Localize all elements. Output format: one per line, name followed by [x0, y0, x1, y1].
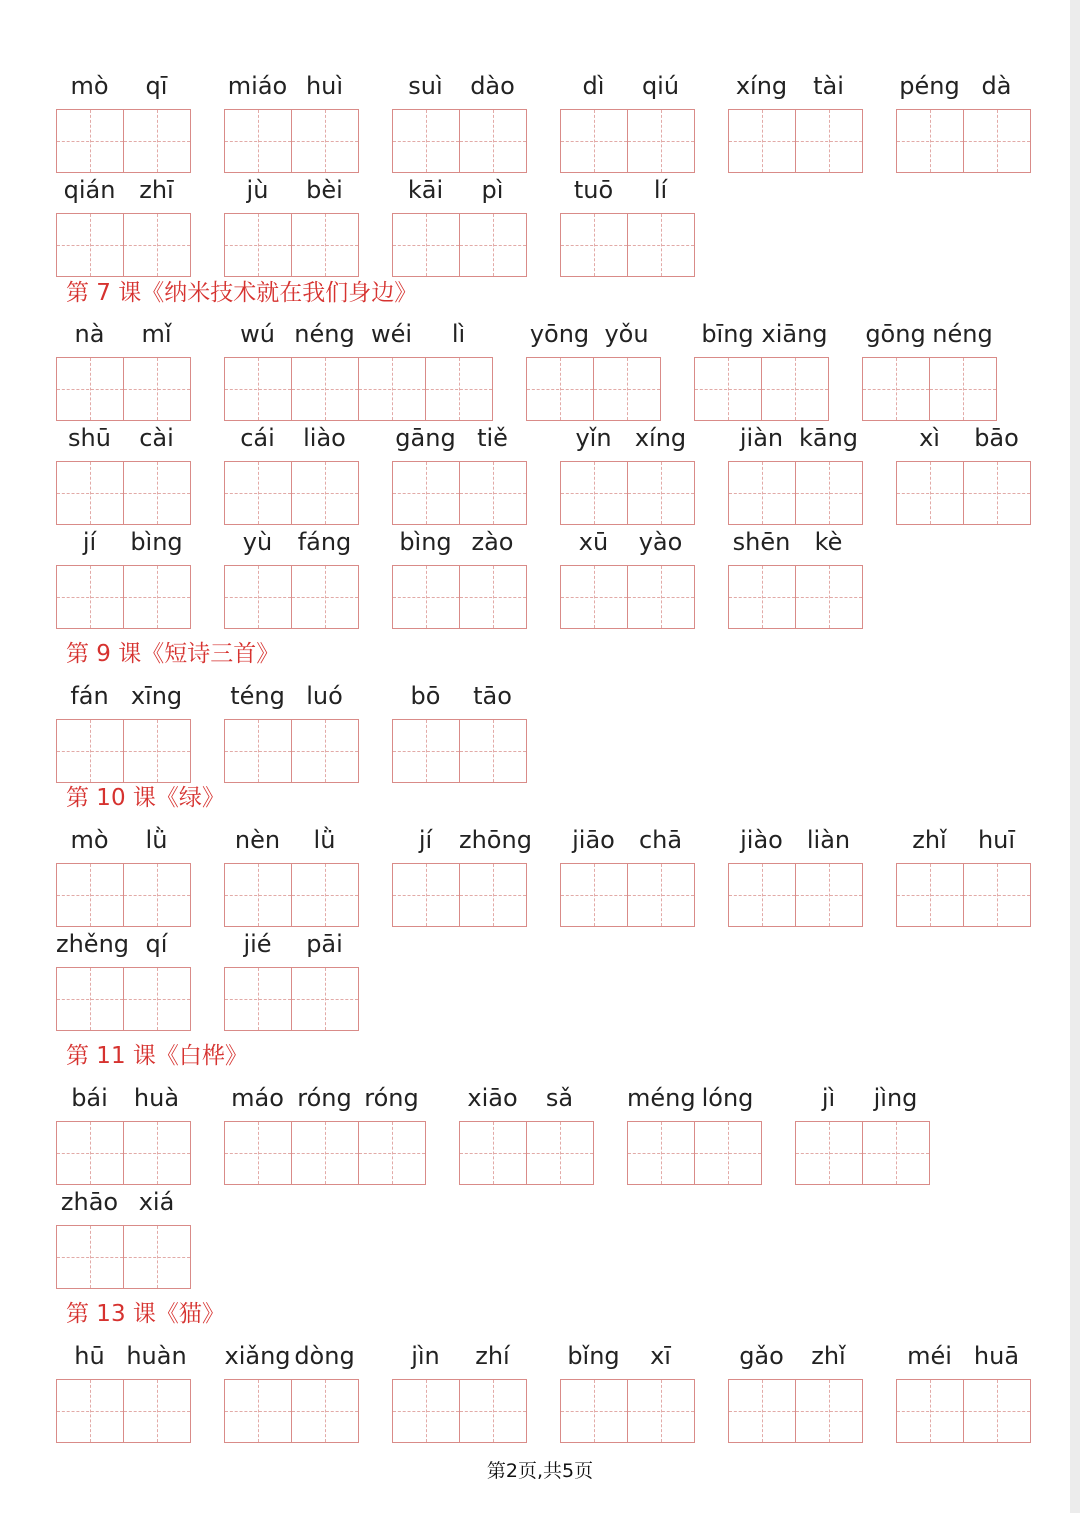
tianzige-grid	[896, 109, 1030, 173]
writing-cell[interactable]	[963, 863, 1031, 927]
pinyin-syllable: nà	[74, 320, 105, 348]
writing-cell[interactable]	[425, 357, 493, 421]
tianzige-grid	[728, 863, 862, 927]
writing-cell[interactable]	[224, 109, 292, 173]
writing-cell[interactable]	[291, 357, 359, 421]
pinyin-syllable: fán	[70, 682, 109, 710]
writing-cell[interactable]	[392, 565, 460, 629]
writing-cell[interactable]	[56, 1225, 124, 1289]
writing-cell[interactable]	[728, 109, 796, 173]
writing-cell[interactable]	[560, 213, 628, 277]
writing-cell[interactable]	[224, 213, 292, 277]
pinyin-syllable: lí	[653, 176, 668, 204]
writing-cell[interactable]	[123, 863, 191, 927]
pinyin-syllable: jì	[821, 1084, 836, 1112]
lesson-13-title: 第 13 课《猫》	[66, 1301, 225, 1327]
writing-cell[interactable]	[694, 357, 762, 421]
writing-cell[interactable]	[728, 1379, 796, 1443]
tianzige-grid	[392, 863, 526, 927]
pinyin-syllable: xiá	[138, 1188, 175, 1216]
writing-cell[interactable]	[560, 863, 628, 927]
writing-cell[interactable]	[56, 1121, 124, 1185]
tianzige-grid	[526, 357, 660, 421]
pinyin-syllable: bō	[410, 682, 441, 710]
pinyin-syllable: xíng	[735, 72, 788, 100]
tianzige-grid	[224, 565, 358, 629]
pinyin-syllable: hū	[74, 1342, 105, 1370]
writing-cell[interactable]	[963, 109, 1031, 173]
writing-cell[interactable]	[123, 1225, 191, 1289]
writing-cell[interactable]	[224, 719, 292, 783]
pinyin-syllable: zhǐ	[811, 1342, 846, 1370]
writing-cell[interactable]	[694, 1121, 762, 1185]
pinyin-syllable: zhōng	[459, 826, 532, 854]
pinyin-syllable: gǎo	[739, 1342, 784, 1370]
writing-cell[interactable]	[459, 1121, 527, 1185]
pinyin-syllable: néng	[932, 320, 993, 348]
pinyin-syllable: cài	[139, 424, 174, 452]
pinyin-syllable: suì	[408, 72, 443, 100]
writing-cell[interactable]	[627, 565, 695, 629]
writing-cell[interactable]	[862, 357, 930, 421]
writing-cell[interactable]	[123, 967, 191, 1031]
pinyin-syllable: qí	[145, 930, 168, 958]
writing-cell[interactable]	[224, 565, 292, 629]
writing-cell[interactable]	[224, 1379, 292, 1443]
pinyin-syllable: bǐng	[567, 1342, 620, 1370]
writing-cell[interactable]	[392, 109, 460, 173]
pinyin-syllable: qī	[145, 72, 168, 100]
tianzige-grid	[56, 863, 190, 927]
writing-cell[interactable]	[728, 461, 796, 525]
pinyin-syllable: jiào	[740, 826, 783, 854]
pinyin-syllable: tiě	[477, 424, 508, 452]
writing-cell[interactable]	[795, 1121, 863, 1185]
writing-cell[interactable]	[459, 719, 527, 783]
writing-cell[interactable]	[56, 719, 124, 783]
tianzige-grid	[224, 357, 492, 421]
writing-cell[interactable]	[728, 565, 796, 629]
pinyin-syllable: xiāo	[467, 1084, 518, 1112]
writing-cell[interactable]	[291, 967, 359, 1031]
writing-cell[interactable]	[291, 565, 359, 629]
pinyin-syllable: jù	[246, 176, 269, 204]
writing-cell[interactable]	[123, 213, 191, 277]
tianzige-grid	[224, 1121, 425, 1185]
writing-cell[interactable]	[560, 461, 628, 525]
pinyin-syllable: jìng	[873, 1084, 918, 1112]
writing-cell[interactable]	[123, 719, 191, 783]
writing-cell[interactable]	[224, 1121, 292, 1185]
lesson-10-title: 第 10 课《绿》	[66, 785, 225, 811]
tianzige-grid	[459, 1121, 593, 1185]
pinyin-syllable: jí	[418, 826, 433, 854]
writing-cell[interactable]	[862, 1121, 930, 1185]
writing-cell[interactable]	[392, 863, 460, 927]
tianzige-grid	[56, 1225, 190, 1289]
writing-cell[interactable]	[123, 565, 191, 629]
pinyin-syllable: lì	[451, 320, 466, 348]
tianzige-grid	[56, 1379, 190, 1443]
writing-cell[interactable]	[123, 109, 191, 173]
tianzige-grid	[56, 967, 190, 1031]
pinyin-syllable: máo	[231, 1084, 284, 1112]
tianzige-grid	[392, 213, 526, 277]
tianzige-grid	[728, 109, 862, 173]
pinyin-syllable: zhí	[475, 1342, 510, 1370]
writing-cell[interactable]	[291, 719, 359, 783]
pinyin-syllable: shū	[68, 424, 111, 452]
pinyin-syllable: luó	[306, 682, 343, 710]
writing-cell[interactable]	[560, 1379, 628, 1443]
tianzige-grid	[392, 1379, 526, 1443]
pinyin-syllable: xīng	[130, 682, 183, 710]
writing-cell[interactable]	[123, 1121, 191, 1185]
pinyin-syllable: zhěng	[56, 930, 130, 958]
writing-cell[interactable]	[627, 461, 695, 525]
pinyin-syllable: téng	[230, 682, 285, 710]
writing-cell[interactable]	[224, 461, 292, 525]
pinyin-syllable: yōng	[529, 320, 590, 348]
tianzige-grid	[862, 357, 996, 421]
writing-cell[interactable]	[392, 213, 460, 277]
pinyin-syllable: dà	[981, 72, 1012, 100]
writing-cell[interactable]	[627, 1121, 695, 1185]
writing-cell[interactable]	[459, 1379, 527, 1443]
pinyin-syllable: tāo	[473, 682, 512, 710]
page-number: 第2页,共5页	[486, 1460, 594, 1482]
writing-cell[interactable]	[291, 213, 359, 277]
pinyin-syllable: xū	[578, 528, 609, 556]
writing-cell[interactable]	[795, 863, 863, 927]
pinyin-syllable: wéi	[370, 320, 413, 348]
tianzige-grid	[694, 357, 828, 421]
writing-cell[interactable]	[795, 1379, 863, 1443]
writing-cell[interactable]	[358, 1121, 426, 1185]
pinyin-syllable: yǒu	[604, 320, 649, 348]
pinyin-syllable: lǜ	[145, 826, 168, 854]
tianzige-grid	[392, 461, 526, 525]
pinyin-syllable: jiàn	[739, 424, 784, 452]
pinyin-syllable: xī	[650, 1342, 671, 1370]
pinyin-syllable: liào	[303, 424, 346, 452]
pinyin-syllable: xì	[919, 424, 940, 452]
writing-cell[interactable]	[459, 863, 527, 927]
lesson-7-title: 第 7 课《纳米技术就在我们身边》	[66, 280, 418, 306]
pinyin-syllable: bāo	[974, 424, 1019, 452]
pinyin-syllable: kāi	[407, 176, 444, 204]
writing-cell[interactable]	[224, 967, 292, 1031]
pinyin-syllable: gāng	[395, 424, 456, 452]
tianzige-grid	[795, 1121, 929, 1185]
tianzige-grid	[728, 461, 862, 525]
tianzige-grid	[896, 863, 1030, 927]
pinyin-syllable: fáng	[297, 528, 352, 556]
pinyin-syllable: jiāo	[572, 826, 615, 854]
writing-cell[interactable]	[56, 357, 124, 421]
page-edge	[1070, 0, 1080, 1513]
tianzige-grid	[392, 109, 526, 173]
lesson-11-title: 第 11 课《白桦》	[66, 1043, 248, 1069]
pinyin-syllable: péng	[899, 72, 960, 100]
pinyin-syllable: dì	[582, 72, 605, 100]
writing-cell[interactable]	[459, 565, 527, 629]
writing-cell[interactable]	[795, 461, 863, 525]
tianzige-grid	[728, 1379, 862, 1443]
writing-cell[interactable]	[56, 109, 124, 173]
writing-cell[interactable]	[459, 109, 527, 173]
pinyin-syllable: yù	[242, 528, 273, 556]
writing-cell[interactable]	[56, 1379, 124, 1443]
writing-cell[interactable]	[896, 109, 964, 173]
writing-cell[interactable]	[123, 461, 191, 525]
pinyin-syllable: mò	[70, 72, 109, 100]
pinyin-syllable: xiǎng	[224, 1342, 291, 1370]
writing-cell[interactable]	[291, 1121, 359, 1185]
tianzige-grid	[56, 109, 190, 173]
pinyin-syllable: zhǐ	[912, 826, 947, 854]
writing-cell[interactable]	[291, 461, 359, 525]
pinyin-syllable: pì	[481, 176, 504, 204]
pinyin-syllable: jié	[243, 930, 272, 958]
writing-cell[interactable]	[291, 109, 359, 173]
writing-cell[interactable]	[392, 1379, 460, 1443]
pinyin-syllable: róng	[297, 1084, 352, 1112]
writing-cell[interactable]	[963, 461, 1031, 525]
tianzige-grid	[560, 461, 694, 525]
writing-cell[interactable]	[795, 565, 863, 629]
pinyin-syllable: méi	[907, 1342, 952, 1370]
tianzige-grid	[627, 1121, 761, 1185]
writing-cell[interactable]	[56, 863, 124, 927]
writing-cell[interactable]	[526, 1121, 594, 1185]
tianzige-grid	[560, 863, 694, 927]
pinyin-syllable: gōng	[865, 320, 926, 348]
tianzige-grid	[392, 719, 526, 783]
pinyin-syllable: nèn	[234, 826, 281, 854]
tianzige-grid	[560, 213, 694, 277]
writing-cell[interactable]	[291, 863, 359, 927]
tianzige-grid	[560, 1379, 694, 1443]
pinyin-syllable: méng	[627, 1084, 696, 1112]
tianzige-grid	[224, 1379, 358, 1443]
pinyin-syllable: zhī	[139, 176, 174, 204]
pinyin-syllable: yào	[638, 528, 683, 556]
writing-cell[interactable]	[459, 461, 527, 525]
pinyin-syllable: sǎ	[545, 1084, 574, 1112]
pinyin-syllable: lǜ	[313, 826, 336, 854]
pinyin-syllable: wú	[240, 320, 275, 348]
pinyin-syllable: zhāo	[60, 1188, 119, 1216]
pinyin-syllable: xiāng	[761, 320, 828, 348]
writing-cell[interactable]	[896, 863, 964, 927]
writing-cell[interactable]	[56, 967, 124, 1031]
tianzige-grid	[392, 565, 526, 629]
pinyin-syllable: bèi	[306, 176, 343, 204]
pinyin-syllable: bīng	[701, 320, 754, 348]
pinyin-syllable: kāng	[798, 424, 859, 452]
writing-cell[interactable]	[896, 1379, 964, 1443]
writing-cell[interactable]	[560, 109, 628, 173]
writing-cell[interactable]	[224, 357, 292, 421]
writing-cell[interactable]	[224, 863, 292, 927]
pinyin-syllable: lóng	[701, 1084, 754, 1112]
pinyin-syllable: tuō	[573, 176, 614, 204]
pinyin-syllable: jìn	[411, 1342, 440, 1370]
writing-cell[interactable]	[593, 357, 661, 421]
writing-cell[interactable]	[358, 357, 426, 421]
writing-cell[interactable]	[627, 1379, 695, 1443]
writing-cell[interactable]	[560, 565, 628, 629]
writing-cell[interactable]	[291, 1379, 359, 1443]
pinyin-syllable: dào	[470, 72, 515, 100]
pinyin-syllable: bìng	[399, 528, 452, 556]
tianzige-grid	[56, 1121, 190, 1185]
pinyin-syllable: yǐn	[575, 424, 612, 452]
writing-cell[interactable]	[795, 109, 863, 173]
writing-cell[interactable]	[963, 1379, 1031, 1443]
pinyin-syllable: huàn	[126, 1342, 187, 1370]
pinyin-syllable: qián	[63, 176, 116, 204]
writing-cell[interactable]	[56, 461, 124, 525]
pinyin-syllable: huà	[133, 1084, 180, 1112]
pinyin-syllable: huī	[977, 826, 1016, 854]
writing-cell[interactable]	[627, 109, 695, 173]
pinyin-syllable: shēn	[732, 528, 791, 556]
writing-cell[interactable]	[123, 357, 191, 421]
tianzige-grid	[896, 461, 1030, 525]
tianzige-grid	[224, 461, 358, 525]
writing-cell[interactable]	[392, 461, 460, 525]
writing-cell[interactable]	[627, 863, 695, 927]
pinyin-syllable: bái	[71, 1084, 108, 1112]
tianzige-grid	[56, 357, 190, 421]
tianzige-grid	[56, 565, 190, 629]
tianzige-grid	[224, 863, 358, 927]
pinyin-syllable: chā	[638, 826, 683, 854]
tianzige-grid	[560, 565, 694, 629]
writing-cell[interactable]	[761, 357, 829, 421]
pinyin-syllable: miáo	[227, 72, 288, 100]
tianzige-grid	[56, 719, 190, 783]
pinyin-syllable: mǐ	[141, 320, 172, 348]
writing-cell[interactable]	[526, 357, 594, 421]
tianzige-grid	[560, 109, 694, 173]
writing-cell[interactable]	[627, 213, 695, 277]
writing-cell[interactable]	[392, 719, 460, 783]
lesson-9-title: 第 9 课《短诗三首》	[66, 641, 280, 667]
pinyin-syllable: xíng	[634, 424, 687, 452]
pinyin-syllable: kè	[814, 528, 843, 556]
pinyin-syllable: cái	[240, 424, 275, 452]
writing-cell[interactable]	[56, 565, 124, 629]
pinyin-syllable: liàn	[806, 826, 851, 854]
pinyin-syllable: néng	[294, 320, 355, 348]
pinyin-syllable: jí	[82, 528, 97, 556]
pinyin-syllable: mò	[70, 826, 109, 854]
writing-cell[interactable]	[459, 213, 527, 277]
tianzige-grid	[56, 461, 190, 525]
pinyin-syllable: pāi	[306, 930, 343, 958]
writing-cell[interactable]	[929, 357, 997, 421]
pinyin-syllable: dòng	[294, 1342, 355, 1370]
writing-cell[interactable]	[896, 461, 964, 525]
tianzige-grid	[56, 213, 190, 277]
pinyin-syllable: huì	[305, 72, 344, 100]
pinyin-syllable: huā	[973, 1342, 1020, 1370]
pinyin-syllable: bìng	[130, 528, 183, 556]
writing-cell[interactable]	[123, 1379, 191, 1443]
tianzige-grid	[224, 967, 358, 1031]
writing-cell[interactable]	[728, 863, 796, 927]
tianzige-grid	[896, 1379, 1030, 1443]
tianzige-grid	[224, 719, 358, 783]
tianzige-grid	[224, 109, 358, 173]
pinyin-syllable: tài	[813, 72, 844, 100]
tianzige-grid	[728, 565, 862, 629]
pinyin-syllable: zào	[471, 528, 514, 556]
tianzige-grid	[224, 213, 358, 277]
writing-cell[interactable]	[56, 213, 124, 277]
pinyin-syllable: róng	[364, 1084, 419, 1112]
pinyin-syllable: qiú	[641, 72, 680, 100]
